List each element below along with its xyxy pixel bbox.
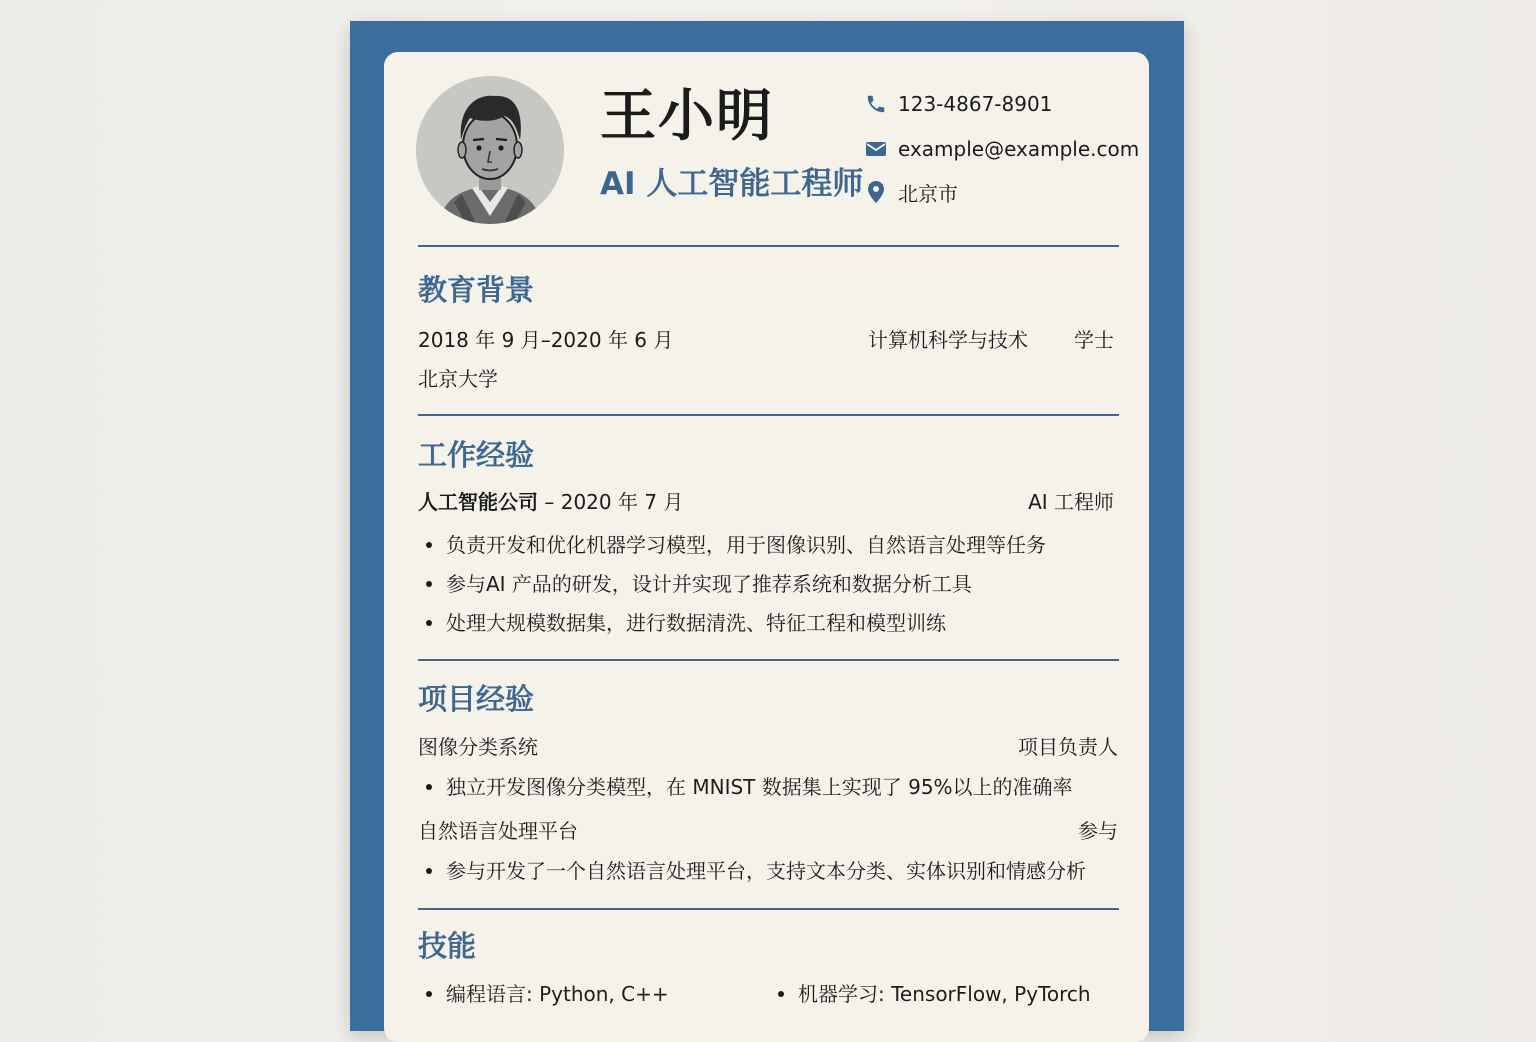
work-role: AI 工程师 (1028, 490, 1114, 514)
divider (418, 414, 1119, 416)
phone-number: 123-4867-8901 (898, 92, 1053, 116)
list-item: 机器学习: TensorFlow, PyTorch (772, 980, 1112, 1008)
list-item: 处理大规模数据集，进行数据清洗、特征工程和模型训练 (420, 609, 1120, 637)
envelope-icon (864, 137, 888, 161)
list-item: 参与开发了一个自然语言处理平台，支持文本分类、实体识别和情感分析 (420, 857, 1120, 885)
bullet-icon (426, 581, 432, 587)
bullet-icon (778, 991, 784, 997)
education-degree: 学士 (1074, 328, 1114, 352)
job-title: AI 人工智能工程师 (600, 166, 864, 202)
list-item: 独立开发图像分类模型，在 MNIST 数据集上实现了 95%以上的准确率 (420, 773, 1120, 801)
bullet-icon (426, 868, 432, 874)
bullet-icon (426, 991, 432, 997)
section-title-skills: 技能 (418, 929, 477, 963)
contact-location (864, 177, 958, 207)
bullet-icon (426, 784, 432, 790)
list-item: 参与AI 产品的研发，设计并实现了推荐系统和数据分析工具 (420, 570, 1120, 598)
location-pin-icon (864, 180, 888, 204)
section-title-projects: 项目经验 (418, 682, 535, 716)
candidate-name: 王小明 (600, 84, 774, 149)
contact-email (864, 134, 1139, 164)
section-title-education: 教育背景 (418, 273, 535, 307)
bullet-icon (426, 620, 432, 626)
project-name: 自然语言处理平台 (418, 819, 578, 843)
work-company: 人工智能公司 (418, 490, 538, 514)
project-name: 图像分类系统 (418, 735, 538, 759)
divider (418, 908, 1119, 910)
education-school: 北京大学 (418, 367, 498, 391)
project-role: 参与 (1078, 819, 1118, 843)
email-address: example@example.com (898, 137, 1140, 161)
location-text: 北京市 (898, 181, 958, 206)
education-dates: 2018 年 9 月–2020 年 6 月 (418, 328, 674, 352)
list-item: 负责开发和优化机器学习模型，用于图像识别、自然语言处理等任务 (420, 531, 1120, 559)
person-portrait-icon (416, 76, 564, 224)
bullet-icon (426, 542, 432, 548)
education-major: 计算机科学与技术 (868, 328, 1028, 352)
phone-icon (864, 92, 888, 116)
contact-phone (864, 89, 1052, 119)
divider (418, 245, 1119, 247)
section-title-work: 工作经验 (418, 438, 535, 472)
divider (418, 659, 1119, 661)
avatar (416, 76, 564, 224)
list-item: 编程语言: Python, C++ (420, 980, 760, 1008)
project-role: 项目负责人 (1018, 735, 1118, 759)
work-date: – 2020 年 7 月 (538, 490, 684, 514)
